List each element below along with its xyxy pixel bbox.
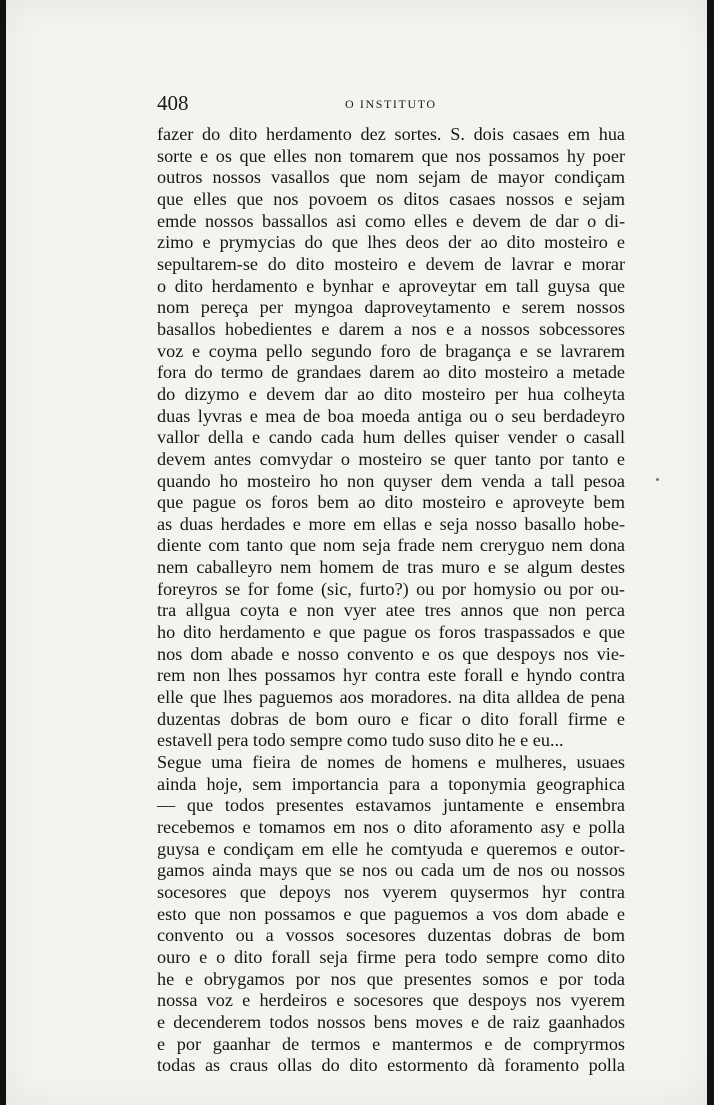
text-line: ouro e o dito forall seja firme pera todo sempre como dito [157, 946, 625, 967]
text-line: que pague os foros bem ao dito mosteiro e aproveyte bem [157, 492, 625, 513]
text-line: he e obrygamos por nos que presentes somos e por toda [157, 968, 625, 989]
text-line: socesores que depoys nos vyerem quysermos hyr contra [157, 881, 625, 902]
text-line: emde nossos bassallos asi como elles e devem de dar o di- [157, 210, 625, 231]
text-line: foreyros se for fome (sic, furto?) ou por homysio ou por ou- [157, 578, 625, 599]
text-line: duas lyvras e mea de boa moeda antiga ou o seu berdadeyro [157, 405, 625, 426]
text-line: todas as craus ollas do dito estormento dà foramento polla [157, 1055, 625, 1076]
text-line: elle que lhes paguemos aos moradores. na dita alldea de pena [157, 687, 625, 708]
text-line: e por gaanhar de termos e mantermos e de compryrmos [157, 1033, 625, 1054]
text-line: guysa e condiçam em elle he comtyuda e queremos e outor- [157, 838, 625, 859]
body-text [157, 124, 625, 1077]
text-line: estavell pera todo sempre como tudo suso dito he e eu... [157, 730, 564, 751]
text-line: tra allgua coyta e non vyer atee tres annos que non perca [157, 600, 625, 621]
text-line: outros nossos vasallos que nom sejam de mayor condiçam [157, 167, 625, 188]
text-line: vallor della e cando cada hum delles quiser vender o casall [157, 427, 625, 448]
text-line: basallos hobedientes e darem a nos e a nossos sobcessores [157, 318, 625, 339]
text-line: ho dito herdamento e que pague os foros traspassados e que [157, 622, 625, 643]
page-number: 408 [157, 91, 189, 115]
text-line: recebemos e tomamos em nos o dito aforamento asy e polla [157, 817, 625, 837]
text-line: duzentas dobras de bom ouro e ficar o dito forall firme e [157, 708, 625, 729]
text-line: nom pereça per myngoa daproveytamento e serem nossos [157, 297, 625, 318]
running-header [157, 90, 625, 116]
text-line: ainda hoje, sem importancia para a toponymia geographica [157, 773, 625, 794]
text-line: esto que non possamos e que paguemos a vos dom abade e [157, 903, 625, 924]
text-line: quando ho mosteiro ho non quyser dem venda a tall pesoa [157, 470, 625, 491]
text-line: e decenderem todos nossos bens moves e de raiz gaanhados [157, 1011, 625, 1032]
text-line: convento ou a vossos socesores duzentas dobras de bom [157, 925, 625, 946]
text-line: nossa voz e herdeiros e socesores que despoys nos vyerem [157, 990, 625, 1011]
text-line: sepultarem-se do dito mosteiro e devem de lavrar e morar [157, 253, 625, 274]
scan-speck [656, 478, 659, 481]
text-line: Segue uma fieira de nomes de homens e mulheres, usuaes [157, 752, 625, 773]
text-line: as duas herdades e more em ellas e seja nosso basallo hobe- [157, 513, 625, 534]
text-line: rem non lhes possamos hyr contra este forall e hyndo contra [157, 665, 625, 686]
text-line: que elles que nos povoem os ditos casaes nossos e sejam [157, 188, 625, 209]
text-line: gamos ainda mays que se nos ou cada um de nos ou nossos [157, 860, 625, 881]
text-line: diente com tanto que nom seja frade nem creryguo nem dona [157, 535, 625, 556]
text-line: devem antes comvydar o mosteiro se quer tanto por tanto e [157, 448, 625, 469]
text-line: sorte e os que elles non tomarem que nos possamos hy poer [157, 145, 625, 166]
scan-border-right [707, 0, 714, 1105]
text-line: fora do termo de grandaes darem ao dito mosteiro a metade [157, 362, 625, 383]
text-line: do dizymo e devem dar ao dito mosteiro per hua colheyta [157, 383, 625, 404]
text-line: voz e coyma pello segundo foro de bragança e se lavrarem [157, 340, 625, 361]
text-line: fazer do dito herdamento dez sortes. S. dois casaes em hua [157, 124, 625, 144]
journal-title: O INSTITUTO [345, 97, 437, 111]
text-line: zimo e prymycias do que lhes deos der ao dito mosteiro e [157, 232, 625, 253]
text-line: o dito herdamento e bynhar e aproveytar em tall guysa que [157, 275, 625, 296]
text-line: — que todos presentes estavamos juntamente e ensembra [157, 795, 625, 816]
text-line: nos dom abade e nosso convento e os que despoys nos vie- [157, 643, 625, 664]
text-line: nem caballeyro nem homem de tras muro e se algum destes [157, 557, 625, 578]
